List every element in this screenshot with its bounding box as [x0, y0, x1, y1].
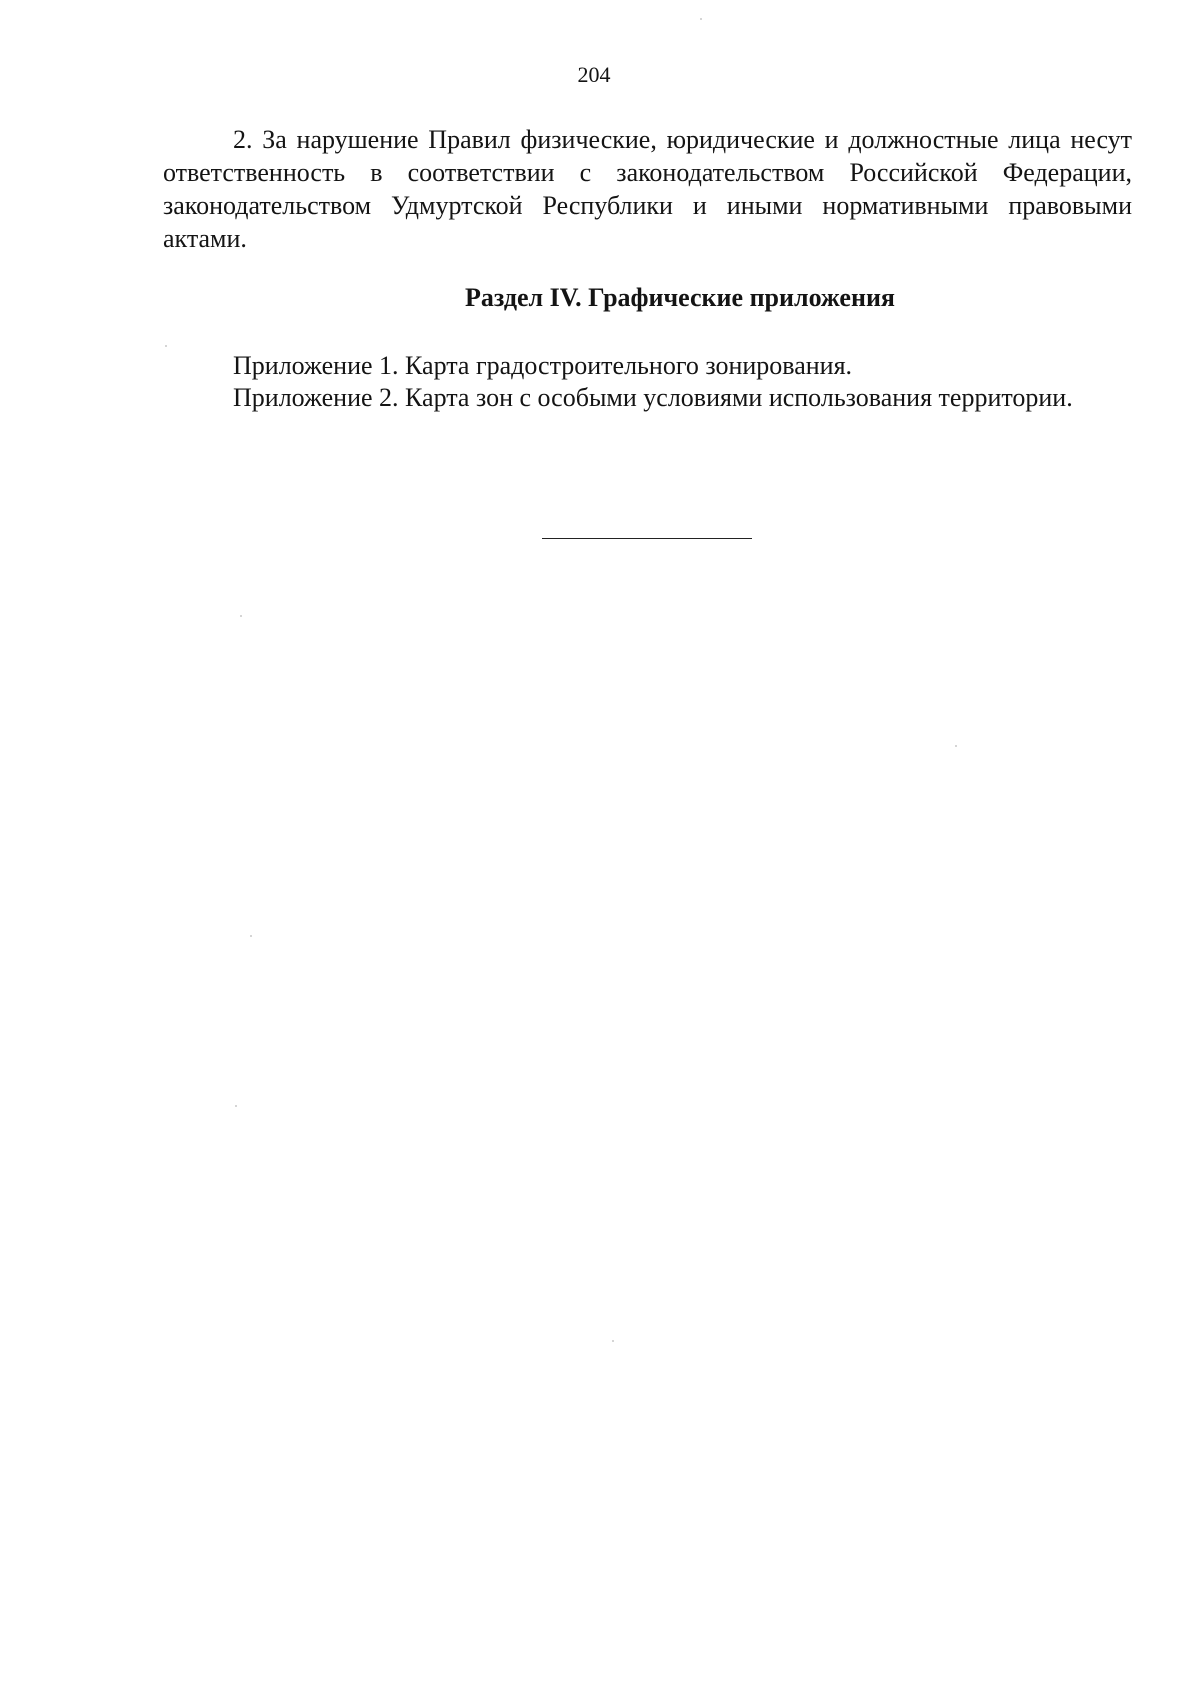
- appendix-item-1: Приложение 1. Карта градостроительного зонирования.: [233, 351, 853, 380]
- appendix-item-2: Приложение 2. Карта зон с особыми условиями использования территории.: [233, 383, 1073, 412]
- page-number: 204: [577, 62, 611, 87]
- liability-paragraph: 2. За нарушение Правил физические, юридические и должностные лица несут ответственность в соответствии с законодательством Российской Федерации, законодательством Удмуртской Республики и иными нормативными правовыми актами.: [163, 125, 1132, 253]
- closing-divider: [542, 538, 752, 539]
- scan-speck: [955, 745, 957, 747]
- appendix-list: [233, 350, 1153, 414]
- scan-speck: [235, 1105, 237, 1107]
- scan-speck: [612, 1340, 614, 1342]
- scan-speck: [165, 345, 167, 347]
- scan-speck: [700, 18, 702, 20]
- scan-speck: [240, 615, 242, 617]
- scan-speck: [250, 935, 252, 937]
- section-title: Раздел IV. Графические приложения: [464, 283, 895, 312]
